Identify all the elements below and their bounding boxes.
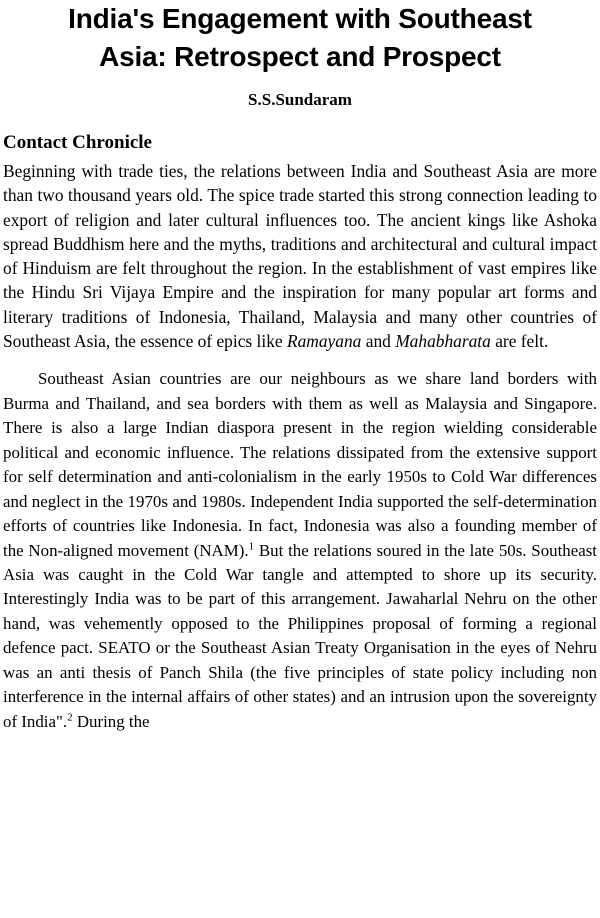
section-heading: Contact Chronicle	[3, 132, 152, 153]
paragraph-1-text-a: Beginning with trade ties, the relations between India and Southeast Asia are more than two thousand years old. The spice trade started this strong connection leading to export of religion and later cultural influences too. The ancient kings like Ashoka spread Buddhism here and the myths, traditions and architectural and cultural impact of Hinduism are felt throughout the region. In the establishment of vast empires like the Hindu Sri Vijaya Empire and the inspiration for many popular art forms and literary traditions of Indonesia, Thailand, Malaysia and many other countries of Southeast Asia, the essence of epics like	[3, 161, 597, 352]
footnote-marker-1: 1	[248, 539, 255, 552]
author-name: S.S.Sundaram	[248, 90, 352, 109]
title-line-1: India's Engagement with Southeast	[68, 3, 532, 34]
paragraph-2-text-a: Southeast Asian countries are our neighbours as we share land borders with Burma and Thailand, and sea borders with them as well as Malaysia and Singapore. There is also a large Indian diaspora present in the region wielding considerable political and economic influence. The relations dissipated from the extensive support for self determination and anti-colonialism in the early 1950s to Cold War differences and neglect in the 1970s and 1980s. Independent India supported the self-determination efforts of countries like Indonesia. In fact, Indonesia was also a founding member of the Non-aligned movement (NAM).	[3, 369, 597, 560]
paragraph-1-text-c: are felt.	[490, 331, 549, 352]
paragraph-2-text-c: During the	[72, 711, 150, 731]
paragraph-1	[3, 159, 597, 353]
article-title	[3, 0, 597, 76]
footnote-marker-2: 2	[67, 711, 73, 724]
paragraph-2	[3, 367, 597, 734]
paragraph-1-text-b: and	[361, 331, 396, 352]
title-line-2: Asia: Retrospect and Prospect	[99, 41, 501, 72]
italic-mahabharata: Mahabharata	[395, 331, 491, 352]
paragraph-2-text-b: But the relations soured in the late 50s. Southeast Asia was caught in the Cold War tangle and attempted to shore up its security. Interestingly India was to be part of this arrangement. Jawaharlal Nehru on the other hand, was vehemently opposed to the Philippines proposal of forming a regional defence pact. SEATO or the Southeast Asian Treaty Organisation in the eyes of Nehru was an anti thesis of Panch Shila (the five principles of state policy including non interference in the internal affairs of other states) and an intrusion upon the sovereignty of India".	[3, 540, 597, 731]
italic-ramayana: Ramayana	[286, 331, 362, 352]
